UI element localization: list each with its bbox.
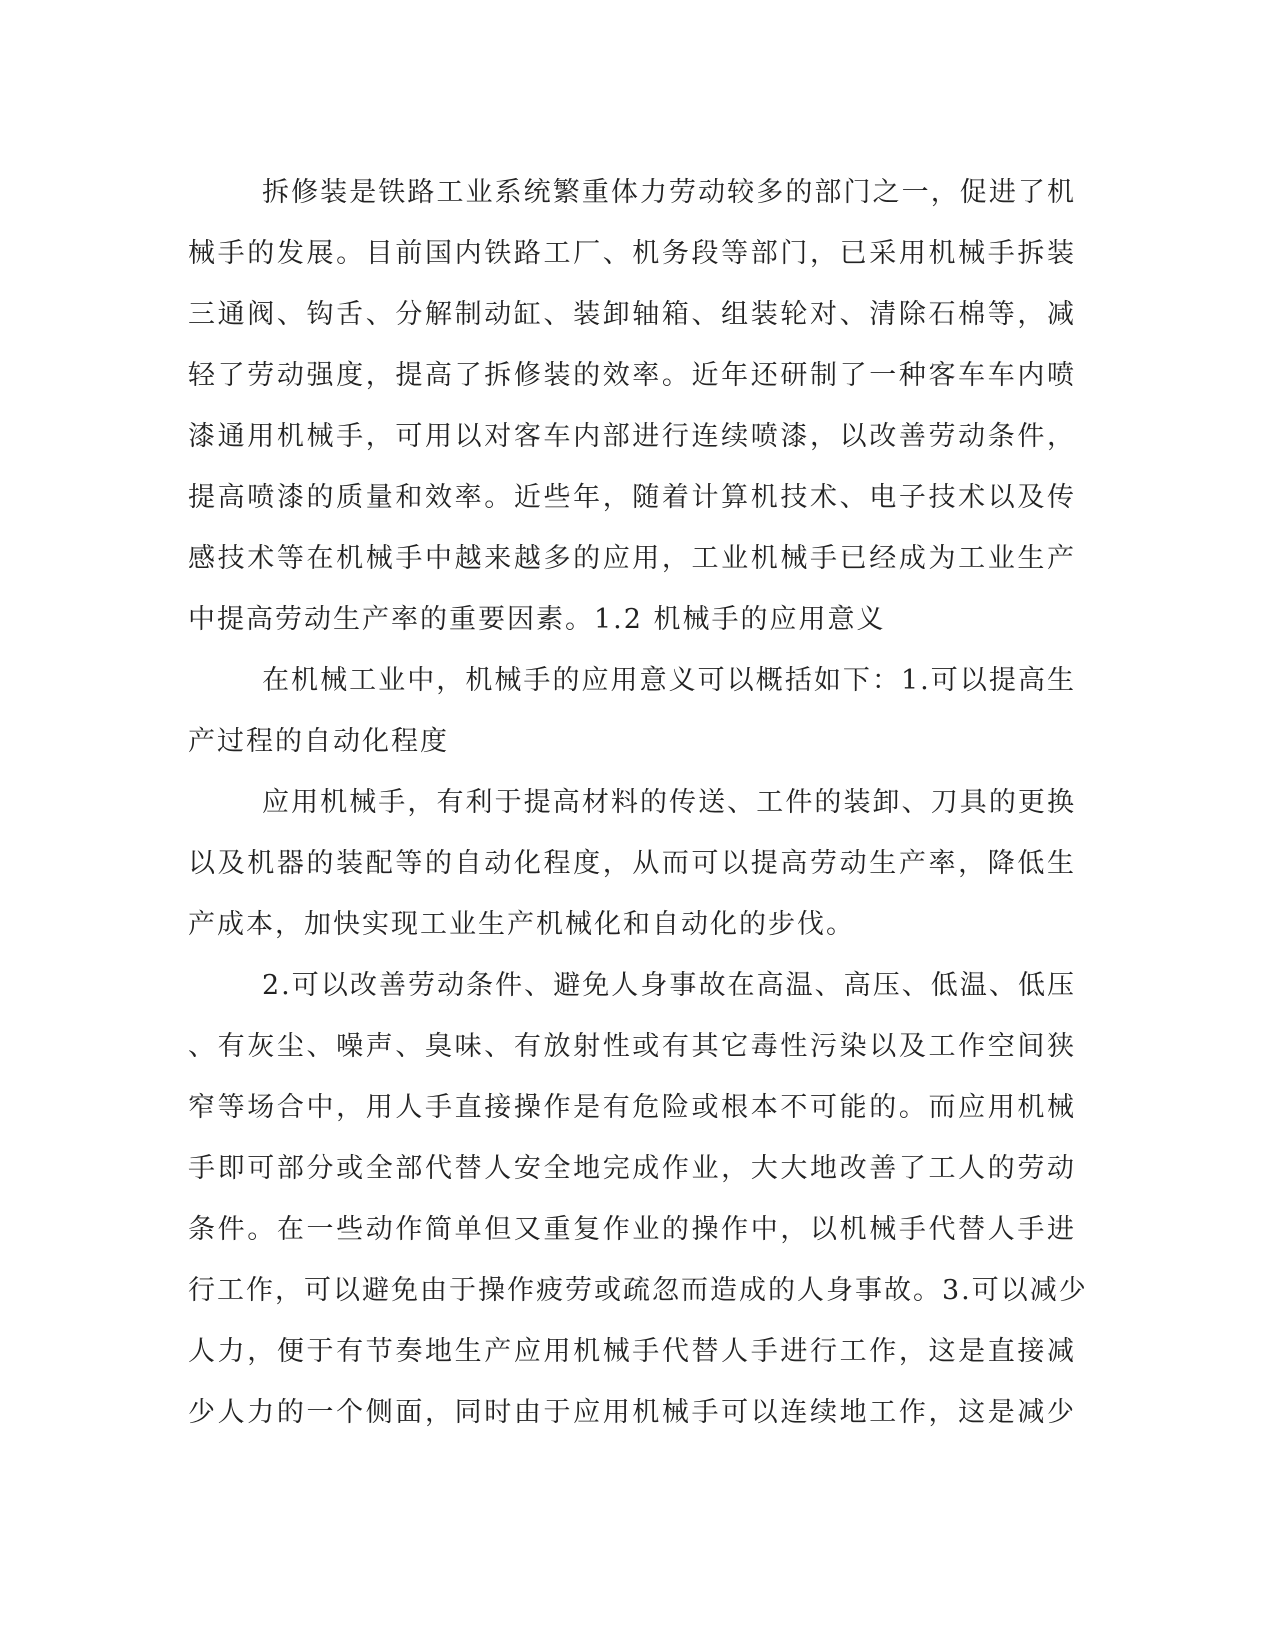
text-line: 轻了劳动强度，提高了拆修装的效率。近年还研制了一种客车车内喷: [188, 360, 1076, 391]
text-line: 中提高劳动生产率的重要因素。1.2 机械手的应用意义: [188, 604, 886, 635]
paragraph-3: [188, 772, 1076, 955]
text-line: 在机械工业中，机械手的应用意义可以概括如下：1.可以提高生: [262, 665, 1076, 696]
paragraph-2: [188, 650, 1076, 772]
text-line: 人力，便于有节奏地生产应用机械手代替人手进行工作，这是直接减: [188, 1336, 1076, 1367]
text-line: 、有灰尘、噪声、臭味、有放射性或有其它毒性污染以及工作空间狭: [188, 1031, 1076, 1062]
text-line: 拆修装是铁路工业系统繁重体力劳动较多的部门之一，促进了机: [262, 177, 1076, 208]
text-line: 产成本，加快实现工业生产机械化和自动化的步伐。: [188, 909, 855, 940]
text-line: 少人力的一个侧面，同时由于应用机械手可以连续地工作，这是减少: [188, 1397, 1076, 1428]
text-line: 以及机器的装配等的自动化程度，从而可以提高劳动生产率，降低生: [188, 848, 1076, 879]
text-line: 手即可部分或全部代替人安全地完成作业，大大地改善了工人的劳动: [188, 1153, 1076, 1184]
text-line: 行工作，可以避免由于操作疲劳或疏忽而造成的人身事故。3.可以减少: [188, 1275, 1088, 1306]
text-line: 条件。在一些动作简单但又重复作业的操作中，以机械手代替人手进: [188, 1214, 1076, 1245]
paragraph-1: [188, 162, 1076, 650]
text-line: 2.可以改善劳动条件、避免人身事故在高温、高压、低温、低压: [262, 970, 1076, 1001]
text-line: 漆通用机械手，可用以对客车内部进行连续喷漆，以改善劳动条件，: [188, 421, 1076, 452]
document-body: [188, 162, 1088, 1443]
text-line: 产过程的自动化程度: [188, 726, 449, 757]
text-line: 感技术等在机械手中越来越多的应用，工业机械手已经成为工业生产: [188, 543, 1076, 574]
paragraph-4: [188, 955, 1088, 1443]
text-line: 三通阀、钩舌、分解制动缸、装卸轴箱、组装轮对、清除石棉等，减: [188, 299, 1076, 330]
text-line: 应用机械手，有利于提高材料的传送、工件的装卸、刀具的更换: [262, 787, 1076, 818]
text-line: 械手的发展。目前国内铁路工厂、机务段等部门，已采用机械手拆装: [188, 238, 1076, 269]
text-line: 提高喷漆的质量和效率。近些年，随着计算机技术、电子技术以及传: [188, 482, 1076, 513]
text-line: 窄等场合中，用人手直接操作是有危险或根本不可能的。而应用机械: [188, 1092, 1076, 1123]
